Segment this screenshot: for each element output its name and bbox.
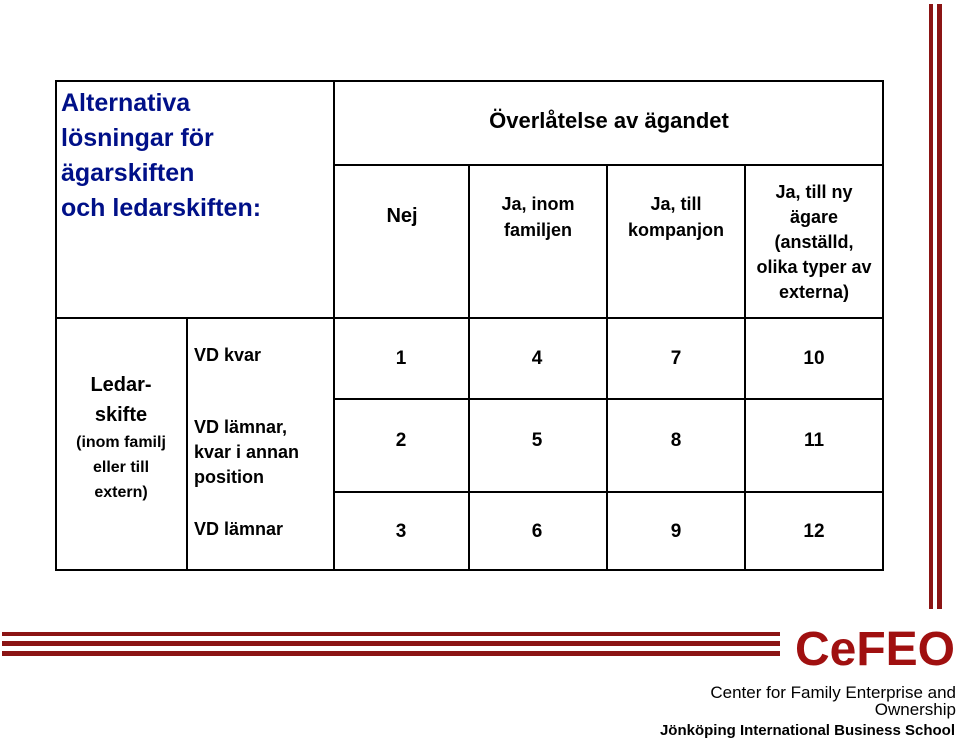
column-header-line: olika typer av (756, 257, 872, 277)
cell-value: 8 (670, 430, 682, 451)
column-header-line: familjen (503, 220, 573, 240)
column-header-line: Ja, till (650, 194, 702, 214)
row-label-line: VD lämnar (194, 519, 284, 539)
column-header-line: Ja, inom (501, 194, 575, 214)
row-label-line: position (194, 467, 264, 487)
column-header-partner (608, 191, 744, 243)
title-line: Alternativa (61, 89, 191, 117)
row-group-line: eller till (92, 459, 150, 476)
cell-value: 4 (531, 348, 543, 369)
brand-full-name: Center for Family Enterprise and Ownership (710, 683, 956, 719)
column-header-nej (336, 205, 468, 228)
cell-value: 11 (803, 430, 825, 451)
cell-value: 5 (531, 430, 543, 451)
row-group-line: Ledar- (90, 374, 152, 396)
column-header-line: Ja, till ny (775, 182, 853, 202)
title-line: och ledarskiften: (61, 194, 262, 222)
column-header-line: kompanjon (627, 220, 724, 240)
row-group-header (56, 370, 186, 505)
ownership-header: Överlåtelse av ägandet (489, 108, 729, 133)
slide-title (61, 86, 331, 226)
title-line: ägarskiften (61, 159, 195, 187)
row-group-line: skifte (94, 404, 148, 426)
row-label-line: VD lämnar, (194, 417, 288, 437)
column-header-line: (anställd, (774, 232, 854, 252)
column-header-family (470, 191, 606, 243)
school-name: Jönköping International Business School (659, 722, 955, 739)
cell-value: 6 (531, 521, 543, 542)
brand-logo: CeFEO (794, 623, 955, 676)
row-group-line: extern) (94, 484, 148, 501)
row-label-vd-leaves-other-position (194, 415, 334, 490)
column-header-line: externa) (778, 282, 850, 302)
cell-value: 12 (803, 521, 825, 542)
row-label-vd-stays (194, 343, 261, 368)
column-header-line: Nej (386, 205, 418, 227)
cell-value: 7 (670, 348, 682, 369)
row-label-vd-leaves (194, 517, 283, 542)
cell-value: 10 (803, 348, 825, 369)
column-header-new-owner (746, 180, 882, 305)
cell-value: 3 (395, 521, 407, 542)
cell-value: 9 (670, 521, 682, 542)
cell-value: 2 (395, 430, 407, 451)
column-header-line: ägare (789, 207, 839, 227)
cell-value: 1 (395, 348, 407, 369)
title-line: lösningar för (61, 124, 214, 152)
row-label-line: VD kvar (194, 345, 262, 365)
row-group-line: (inom familj (76, 434, 166, 451)
row-label-line: kvar i annan (194, 442, 300, 462)
